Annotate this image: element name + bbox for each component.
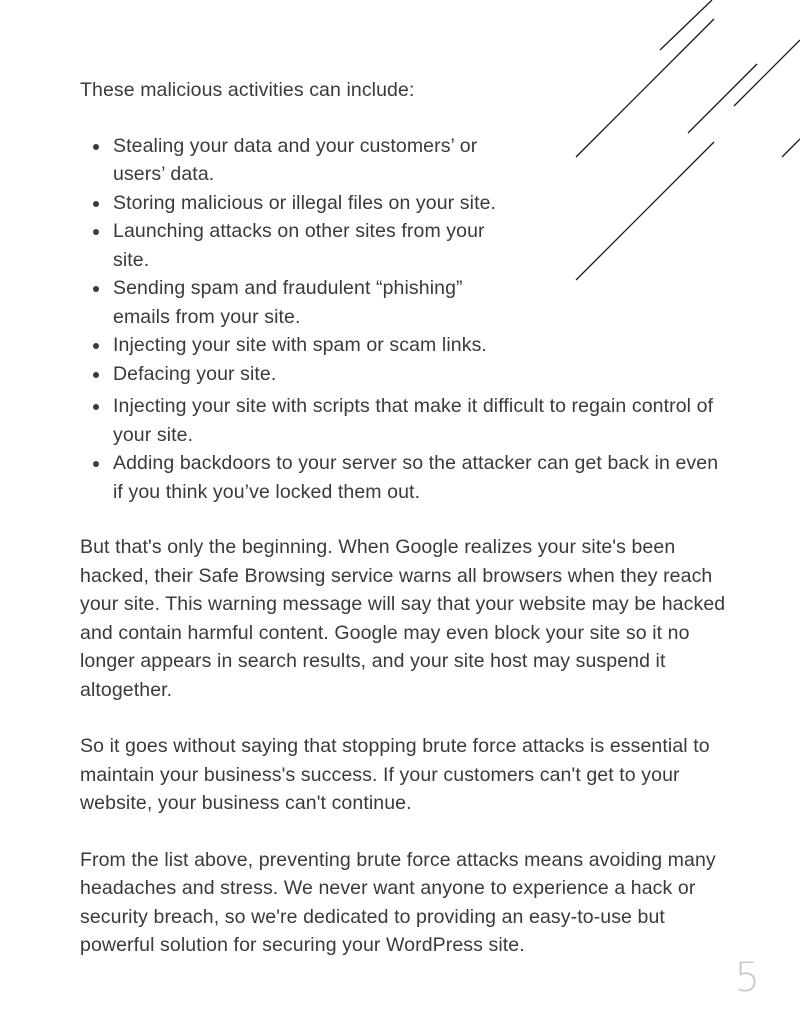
bullet-icon (93, 343, 99, 349)
list-item: Storing malicious or illegal files on your site. (80, 189, 513, 218)
diagonal-line (660, 0, 712, 50)
list-item: Stealing your data and your customers’ or users’ data. (80, 132, 513, 189)
list-item: Injecting your site with spam or scam links. (80, 331, 513, 360)
bullet-icon (93, 461, 99, 467)
bullet-icon (93, 286, 99, 292)
bullet-icon (93, 229, 99, 235)
list-item: Defacing your site. (80, 360, 513, 389)
intro-text: These malicious activities can include: (80, 79, 415, 101)
list-item: Injecting your site with scripts that make it difficult to regain control of your site. (80, 392, 730, 449)
paragraph: So it goes without saying that stopping brute force attacks is essential to maintain your business's success. If your customers can't get to your website, your business can't continue. (80, 735, 710, 814)
bullet-icon (93, 201, 99, 207)
list-item: Adding backdoors to your server so the attacker can get back in even if you think you’ve locked them out. (80, 449, 730, 506)
bullet-icon (93, 372, 99, 378)
bullet-icon (93, 144, 99, 150)
paragraph: But that's only the beginning. When Google realizes your site's been hacked, their Safe Browsing service warns all browsers when they reach your site. This warning message will say that your website may be hacked and contain harmful content. Google may even block your site so it no longer appears in search results, and your site host may suspend it altogether. (80, 536, 726, 701)
page-number: 5 (734, 955, 760, 1001)
page-body (80, 76, 730, 960)
paragraph: From the list above, preventing brute force attacks means avoiding many headaches and stress. We never want anyone to experience a hack or security breach, so we're dedicated to providing an easy-to-use but powerful solution for securing your WordPress site. (80, 848, 716, 956)
list-item: Launching attacks on other sites from your site. (80, 217, 513, 274)
diagonal-line (734, 40, 800, 106)
diagonal-line (782, 139, 800, 157)
list-item: Sending spam and fraudulent “phishing” emails from your site. (80, 274, 513, 331)
bullet-icon (93, 404, 99, 410)
malicious-activities-list (80, 132, 730, 507)
